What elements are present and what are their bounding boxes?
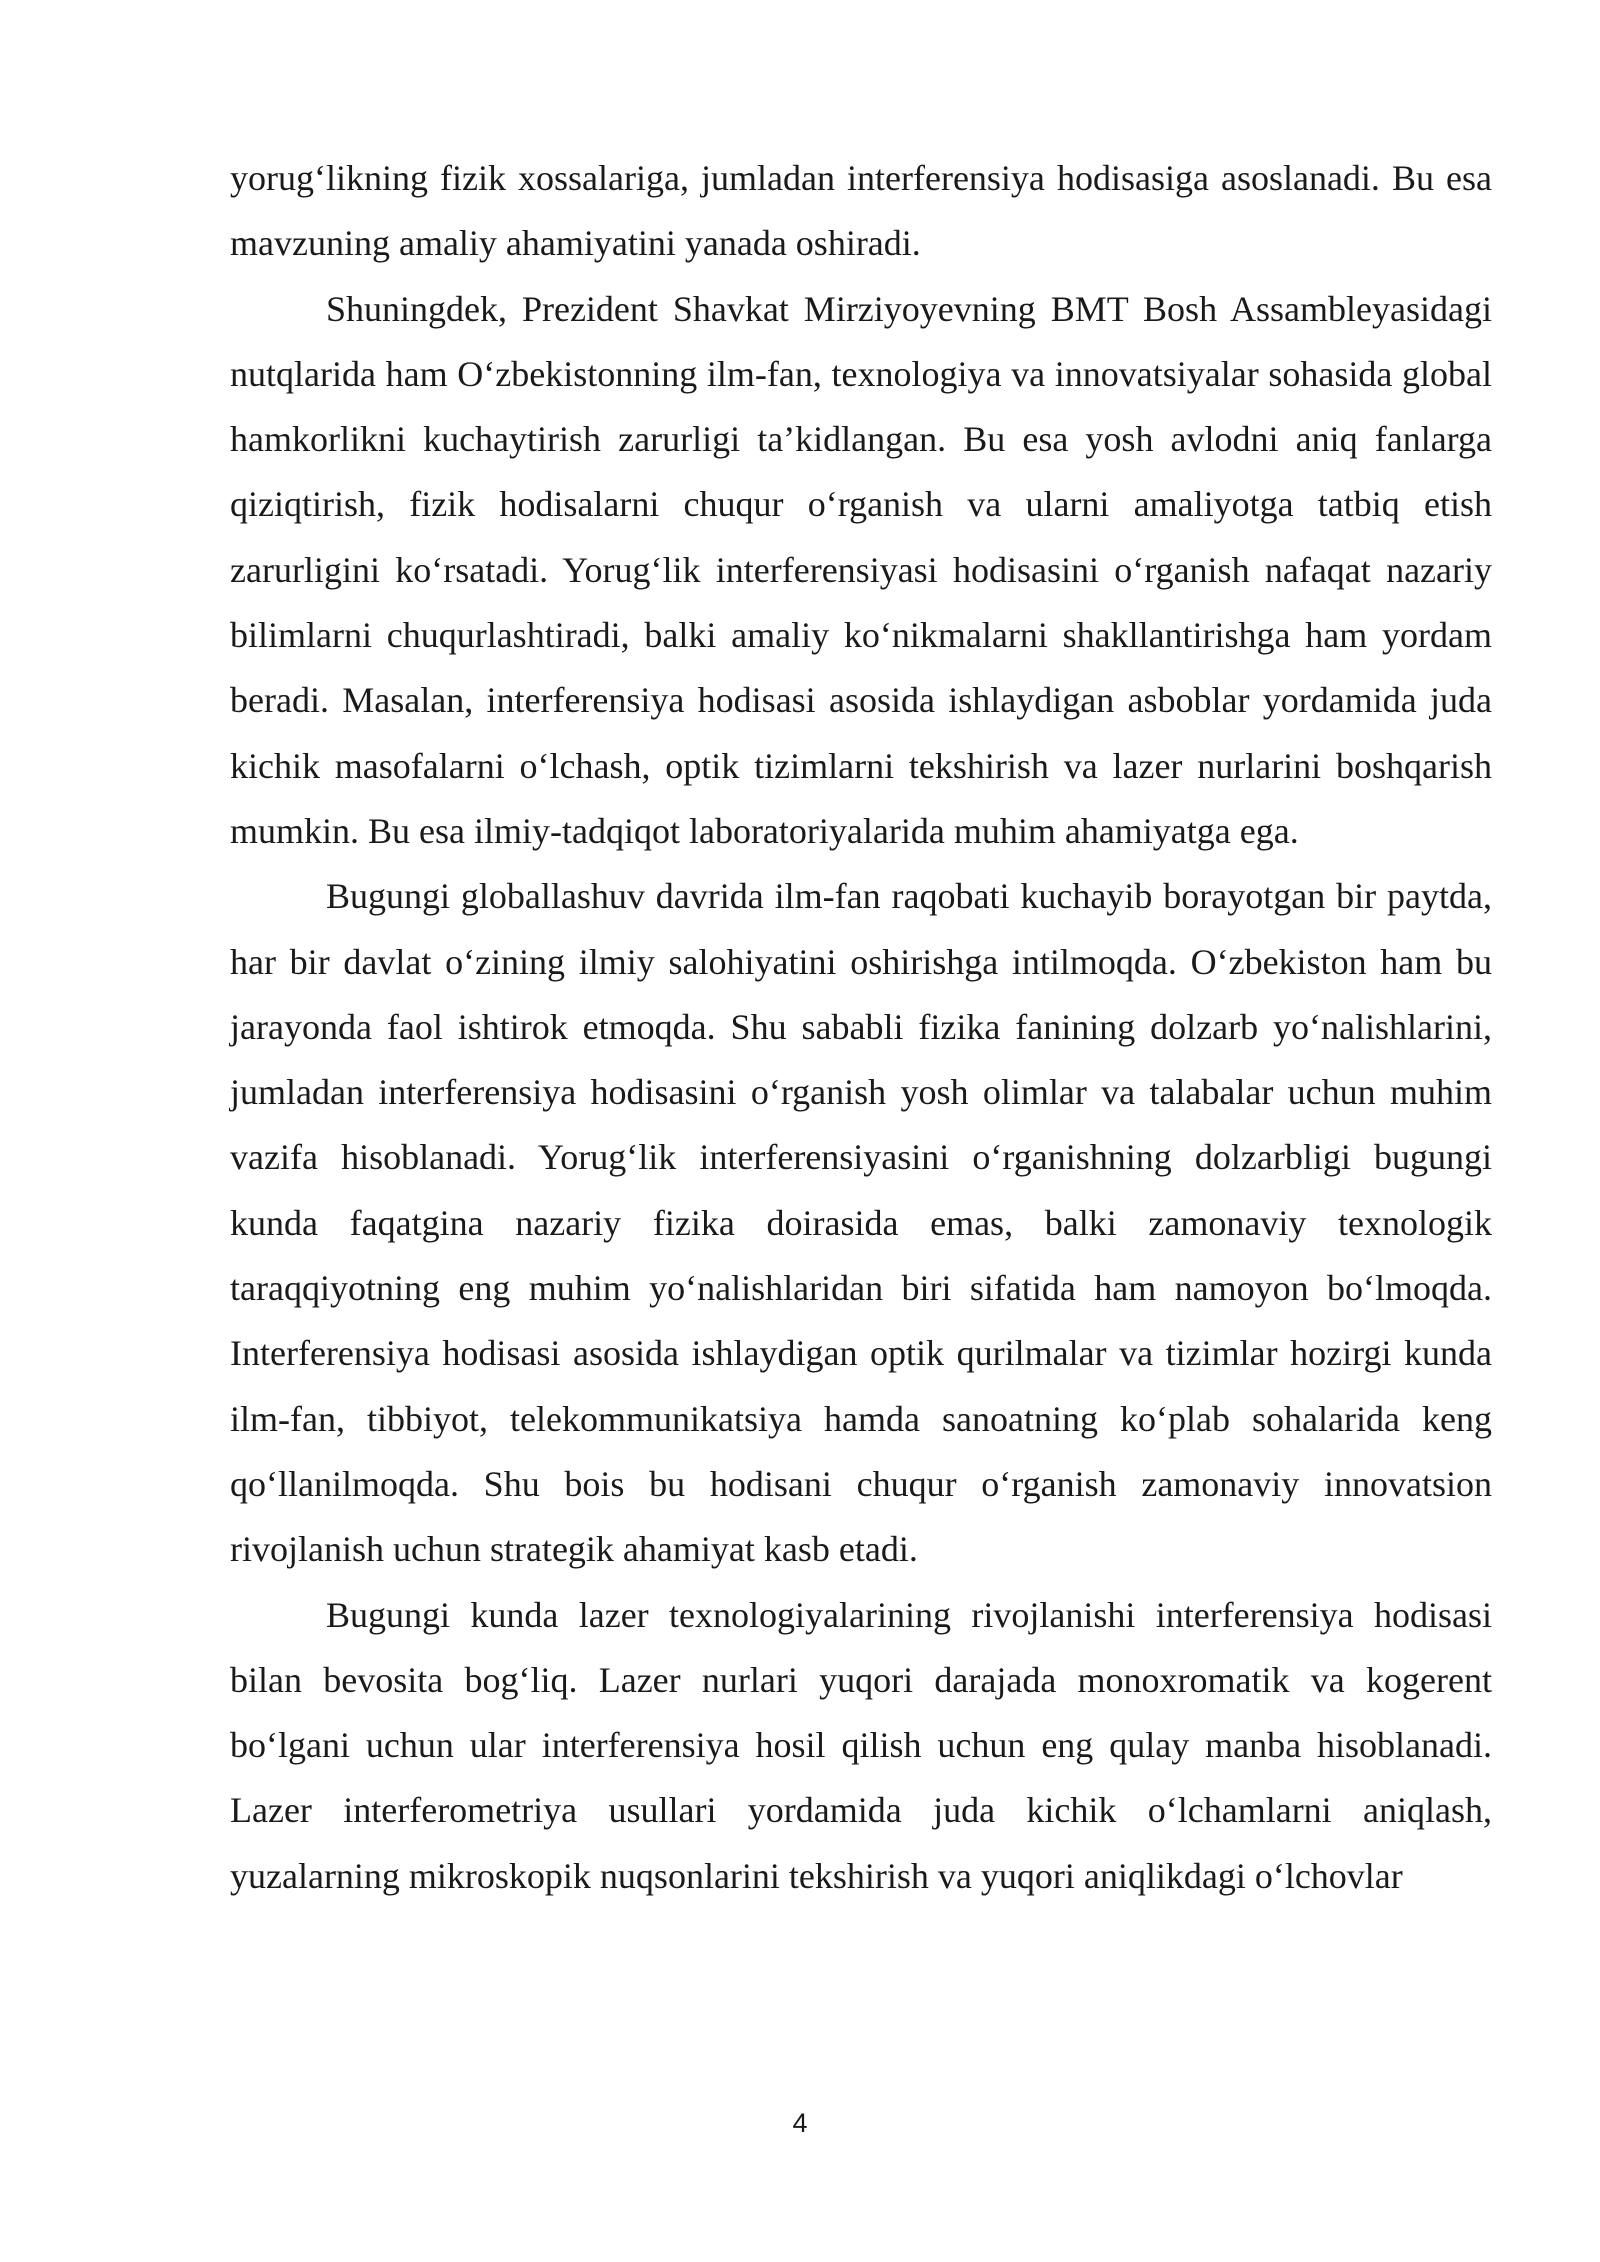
page-number: 4: [792, 2108, 808, 2138]
paragraph: Bugungi globallashuv davrida ilm-fan raqobati kuchayib borayotgan bir paytda, har bir davlat o‘zining ilmiy salohiyatini oshirishga intilmoqda. O‘zbekiston ham bu jarayonda faol ishtirok etmoqda. Shu sababli fizika fanining dolzarb yo‘nalishlarini, jumladan interferensiya hodisasini o‘rganish yosh olimlar va talabalar uchun muhim vazifa hisoblanadi. Yorug‘lik interferensiyasini o‘rganishning dolzarbligi bugungi kunda faqatgina nazariy fizika doirasida emas, balki zamonaviy texnologik taraqqiyotning eng muhim yo‘nalishlaridan biri sifatida ham namoyon bo‘lmoqda. Interferensiya hodisasi asosida ishlaydigan optik qurilmalar va tizimlar hozirgi kunda ilm-fan, tibbiyot, telekommunikatsiya hamda sanoatning ko‘plab sohalarida keng qo‘llanilmoqda. Shu bois bu hodisani chuqur o‘rganish zamonaviy innovatsion rivojlanish uchun strategik ahamiyat kasb etadi.: [230, 876, 1492, 1570]
body-text: [230, 146, 1492, 1909]
paragraph: Bugungi kunda lazer texnologiyalarining rivojlanishi interferensiya hodisasi bilan bevosita bog‘liq. Lazer nurlari yuqori darajada monoxromatik va kogerent bo‘lgani uchun ular interferensiya hosil qilish uchun eng qulay manba hisoblanadi. Lazer interferometriya usullari yordamida juda kichik o‘lchamlarni aniqlash, yuzalarning mikroskopik nuqsonlarini tekshirish va yuqori aniqlikdagi o‘lchovlar: [230, 1594, 1492, 1896]
paragraph-continuation: yorug‘likning fizik xossalariga, jumladan interferensiya hodisasiga asoslanadi. Bu esa mavzuning amaliy ahamiyatini yanada oshiradi.: [230, 158, 1492, 264]
paragraph: Shuningdek, Prezident Shavkat Mirziyoyevning BMT Bosh Assambleyasidagi nutqlarida ham O‘zbekistonning ilm-fan, texnologiya va innovatsiyalar sohasida global hamkorlikni kuchaytirish zarurligi ta’kidlangan. Bu esa yosh avlodni aniq fanlarga qiziqtirish, fizik hodisalarni chuqur o‘rganish va ularni amaliyotga tatbiq etish zarurligini ko‘rsatadi. Yorug‘lik interferensiyasi hodisasini o‘rganish nafaqat nazariy bilimlarni chuqurlashtiradi, balki amaliy ko‘nikmalarni shakllantirishga ham yordam beradi. Masalan, interferensiya hodisasi asosida ishlaydigan asboblar yordamida juda kichik masofalarni o‘lchash, optik tizimlarni tekshirish va lazer nurlarini boshqarish mumkin. Bu esa ilmiy-tadqiqot laboratoriyalarida muhim ahamiyatga ega.: [230, 288, 1492, 851]
